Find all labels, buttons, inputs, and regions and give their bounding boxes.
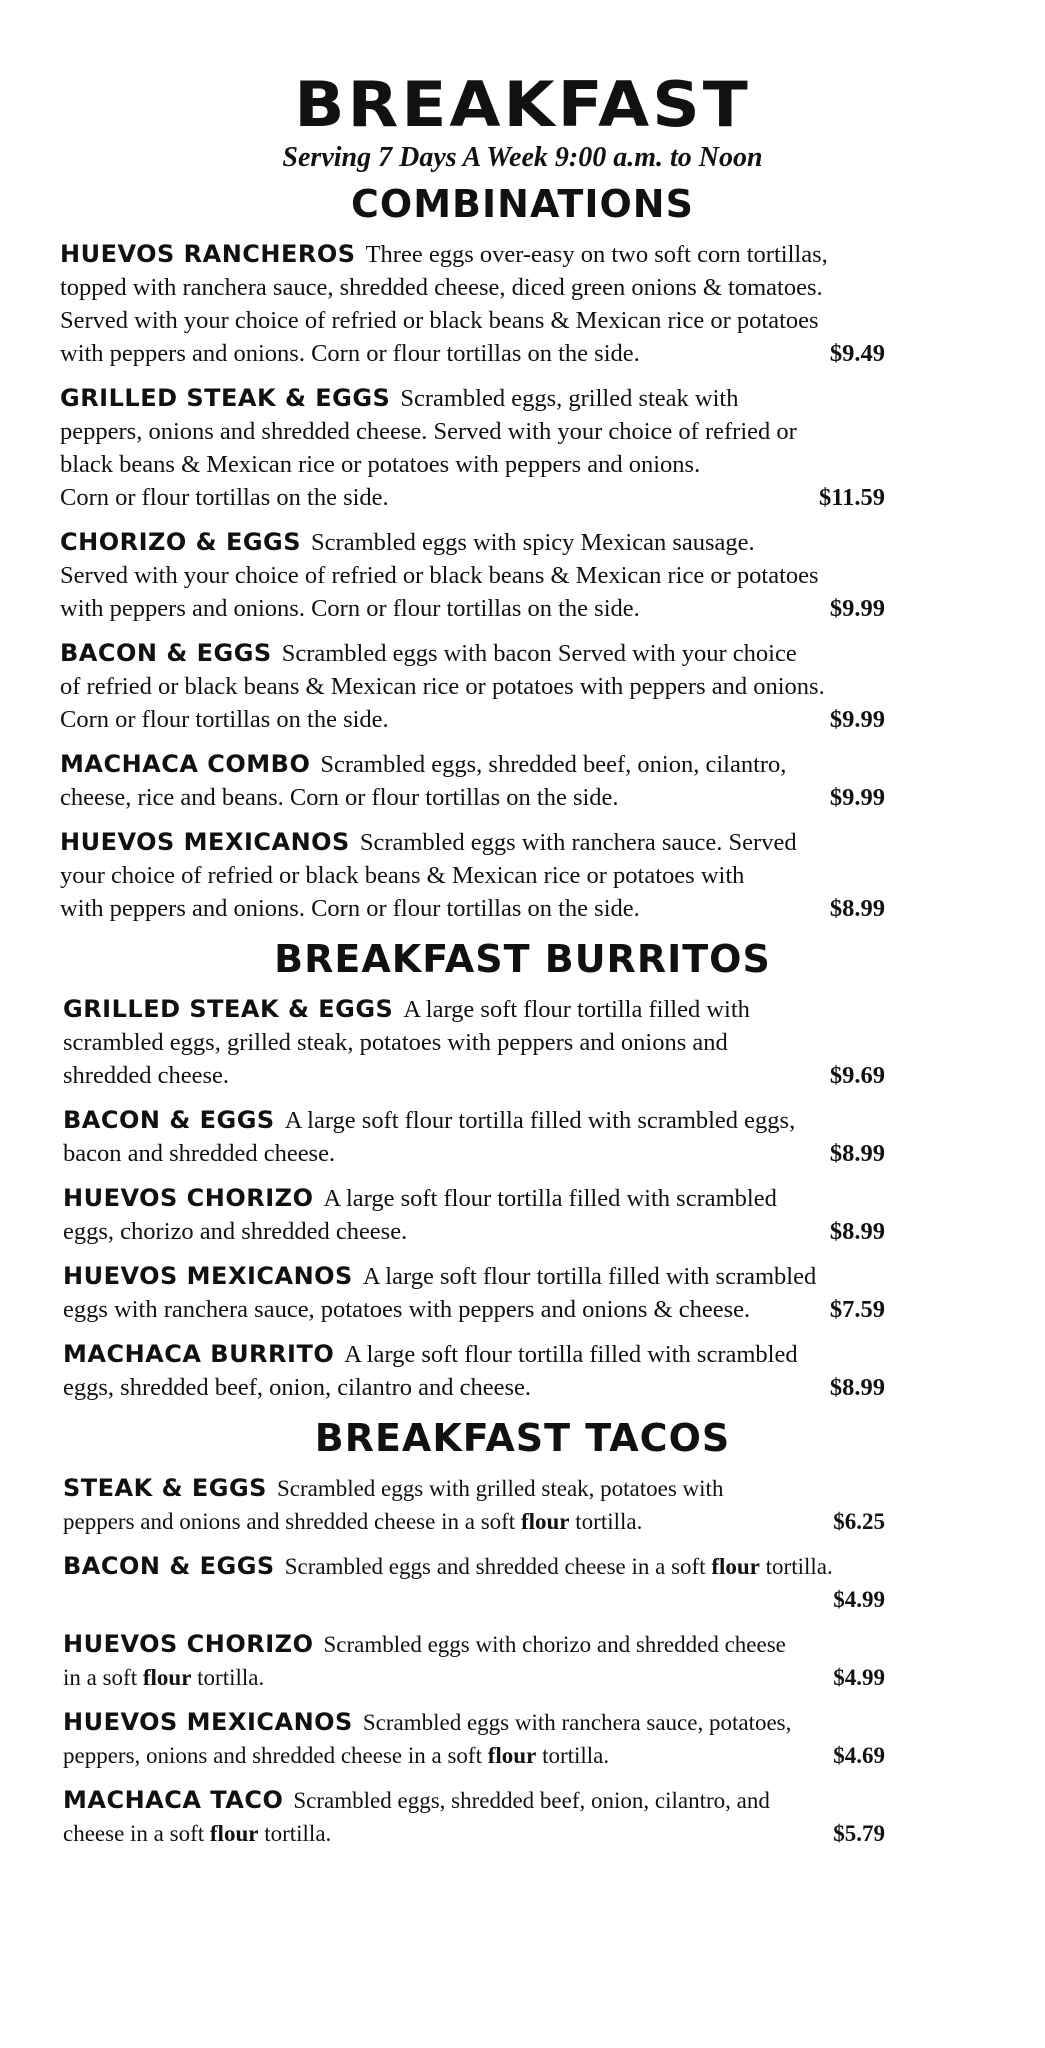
section-heading: COMBINATIONS — [351, 182, 694, 226]
description-text: scrambled eggs, grilled steak, potatoes with peppers and onions and — [63, 1029, 728, 1056]
section-items — [0, 993, 885, 1404]
description-line — [60, 748, 885, 781]
description-line — [60, 415, 885, 448]
menu-item — [60, 238, 885, 370]
description-line — [60, 271, 885, 304]
description-line — [60, 859, 885, 892]
description-line — [63, 1026, 885, 1059]
description-line — [60, 526, 885, 559]
description-line — [63, 1739, 885, 1772]
item-price: $8.99 — [829, 895, 885, 922]
menu-item — [63, 1182, 885, 1248]
item-price: $9.99 — [829, 784, 885, 811]
description-line — [63, 1661, 885, 1694]
description-line — [63, 1059, 885, 1092]
item-price: $4.69 — [833, 1743, 885, 1768]
menu-item — [63, 1706, 885, 1772]
description-text: peppers, onions and shredded cheese in a soft flour tortilla. — [63, 1743, 610, 1768]
item-price: $8.99 — [829, 1374, 885, 1401]
menu-item — [60, 637, 885, 736]
description-line — [63, 1215, 885, 1248]
description-line — [60, 304, 885, 337]
description-text: eggs, chorizo and shredded cheese. — [63, 1218, 408, 1245]
menu-item — [63, 993, 885, 1092]
description-text: peppers, onions and shredded cheese. Served with your choice of refried or — [60, 418, 797, 445]
description-line — [60, 481, 885, 514]
section-heading: BREAKFAST BURRITOS — [274, 937, 771, 981]
description-text: Served with your choice of refried or black beans & Mexican rice or potatoes — [60, 307, 819, 334]
description-text: HUEVOS MEXICANOS A large soft flour tortilla filled with scrambled — [63, 1262, 817, 1290]
description-text: eggs with ranchera sauce, potatoes with peppers and onions & cheese. — [63, 1296, 751, 1323]
description-text: BACON & EGGS Scrambled eggs and shredded cheese in a soft flour tortilla. — [63, 1552, 833, 1580]
description-line — [63, 993, 885, 1026]
page-title: BREAKFAST — [294, 67, 751, 142]
item-price: $5.79 — [833, 1821, 885, 1846]
description-text: with peppers and onions. Corn or flour tortillas on the side. — [60, 595, 640, 622]
item-name: BACON & EGGS — [63, 1106, 275, 1134]
menu-item — [60, 748, 885, 814]
item-name: MACHACA TACO — [63, 1786, 284, 1814]
description-text: peppers and onions and shredded cheese in a soft flour tortilla. — [63, 1509, 643, 1534]
item-price: $8.99 — [829, 1218, 885, 1245]
description-line — [63, 1260, 885, 1293]
description-line — [63, 1293, 885, 1326]
description-text: your choice of refried or black beans & Mexican rice or potatoes with — [60, 862, 745, 889]
menu-item — [63, 1784, 885, 1850]
description-line — [63, 1182, 885, 1215]
item-name: STEAK & EGGS — [63, 1474, 267, 1502]
description-text: MACHACA BURRITO A large soft flour tortilla filled with scrambled — [63, 1340, 798, 1368]
item-name: GRILLED STEAK & EGGS — [60, 384, 391, 412]
item-name: HUEVOS CHORIZO — [63, 1630, 314, 1658]
item-name: MACHACA BURRITO — [63, 1340, 335, 1368]
description-text: with peppers and onions. Corn or flour tortillas on the side. — [60, 895, 640, 922]
description-text: HUEVOS CHORIZO Scrambled eggs with chorizo and shredded cheese — [63, 1630, 786, 1658]
description-line — [60, 592, 885, 625]
item-name: CHORIZO & EGGS — [60, 528, 302, 556]
description-text: in a soft flour tortilla. — [63, 1665, 265, 1690]
description-line — [63, 1472, 885, 1505]
item-name: BACON & EGGS — [63, 1552, 275, 1580]
item-name: HUEVOS CHORIZO — [63, 1184, 314, 1212]
menu-item — [63, 1104, 885, 1170]
item-name: HUEVOS MEXICANOS — [60, 828, 350, 856]
description-line — [63, 1706, 885, 1739]
description-line — [63, 1371, 885, 1404]
menu-item — [60, 526, 885, 625]
description-line — [63, 1338, 885, 1371]
serving-hours: Serving 7 Days A Week 9:00 a.m. to Noon — [282, 142, 763, 173]
description-line — [60, 781, 885, 814]
menu-item — [63, 1550, 885, 1616]
item-name: GRILLED STEAK & EGGS — [63, 995, 394, 1023]
section-items — [0, 1472, 885, 1850]
description-line — [60, 670, 885, 703]
description-line — [63, 1505, 885, 1538]
description-text: MACHACA TACO Scrambled eggs, shredded beef, onion, cilantro, and — [63, 1786, 770, 1814]
menu-sections — [0, 182, 1045, 1850]
description-text: MACHACA COMBO Scrambled eggs, shredded beef, onion, cilantro, — [60, 750, 787, 778]
description-text: GRILLED STEAK & EGGS Scrambled eggs, grilled steak with — [60, 384, 739, 412]
description-text: with peppers and onions. Corn or flour tortillas on the side. — [60, 340, 640, 367]
description-text: GRILLED STEAK & EGGS A large soft flour tortilla filled with — [63, 995, 750, 1023]
description-line — [63, 1817, 885, 1850]
description-text: BACON & EGGS A large soft flour tortilla filled with scrambled eggs, — [63, 1106, 796, 1134]
description-line — [60, 382, 885, 415]
description-text: eggs, shredded beef, onion, cilantro and cheese. — [63, 1374, 532, 1401]
item-price: $11.59 — [818, 484, 885, 511]
description-text: HUEVOS MEXICANOS Scrambled eggs with ranchera sauce, potatoes, — [63, 1708, 792, 1736]
item-name: MACHACA COMBO — [60, 750, 311, 778]
section-heading: BREAKFAST TACOS — [314, 1416, 731, 1460]
item-price: $9.99 — [829, 595, 885, 622]
description-line — [60, 238, 885, 271]
item-name: HUEVOS RANCHEROS — [60, 240, 356, 268]
description-line — [63, 1628, 885, 1661]
description-line — [60, 559, 885, 592]
description-text: cheese in a soft flour tortilla. — [63, 1821, 332, 1846]
description-text: HUEVOS RANCHEROS Three eggs over-easy on two soft corn tortillas, — [60, 240, 828, 268]
menu-item — [63, 1260, 885, 1326]
item-price: $9.69 — [829, 1062, 885, 1089]
description-text: bacon and shredded cheese. — [63, 1140, 336, 1167]
description-text: HUEVOS MEXICANOS Scrambled eggs with ranchera sauce. Served — [60, 828, 797, 856]
item-price: $4.99 — [833, 1665, 885, 1690]
item-price: $9.49 — [829, 340, 885, 367]
menu-item — [60, 826, 885, 925]
item-price: $6.25 — [833, 1509, 885, 1534]
item-price: $9.99 — [829, 706, 885, 733]
description-line — [63, 1784, 885, 1817]
description-line — [63, 1104, 885, 1137]
description-text: Served with your choice of refried or black beans & Mexican rice or potatoes — [60, 562, 819, 589]
description-line — [63, 1550, 885, 1583]
description-text: topped with ranchera sauce, shredded cheese, diced green onions & tomatoes. — [60, 274, 823, 301]
description-line — [60, 892, 885, 925]
description-text: STEAK & EGGS Scrambled eggs with grilled steak, potatoes with — [63, 1474, 724, 1502]
description-text: of refried or black beans & Mexican rice or potatoes with peppers and onions. — [60, 673, 825, 700]
description-text: HUEVOS CHORIZO A large soft flour tortilla filled with scrambled — [63, 1184, 777, 1212]
description-text: shredded cheese. — [63, 1062, 229, 1089]
description-text: black beans & Mexican rice or potatoes with peppers and onions. — [60, 451, 701, 478]
item-price: $4.99 — [833, 1587, 885, 1612]
item-name: BACON & EGGS — [60, 639, 272, 667]
description-line — [60, 448, 885, 481]
item-name: HUEVOS MEXICANOS — [63, 1708, 353, 1736]
menu-item — [63, 1338, 885, 1404]
description-line — [60, 637, 885, 670]
description-text: Corn or flour tortillas on the side. — [60, 706, 389, 733]
description-line — [60, 337, 885, 370]
menu-item — [63, 1628, 885, 1694]
description-text: CHORIZO & EGGS Scrambled eggs with spicy Mexican sausage. — [60, 528, 755, 556]
item-price: $7.59 — [829, 1296, 885, 1323]
description-line — [60, 826, 885, 859]
menu-item — [63, 1472, 885, 1538]
description-line — [60, 703, 885, 736]
description-line — [63, 1137, 885, 1170]
description-text: Corn or flour tortillas on the side. — [60, 484, 389, 511]
item-name: HUEVOS MEXICANOS — [63, 1262, 353, 1290]
description-text: cheese, rice and beans. Corn or flour tortillas on the side. — [60, 784, 619, 811]
description-text: BACON & EGGS Scrambled eggs with bacon Served with your choice — [60, 639, 797, 667]
section-items — [0, 238, 885, 925]
item-price: $8.99 — [829, 1140, 885, 1167]
menu-item — [60, 382, 885, 514]
